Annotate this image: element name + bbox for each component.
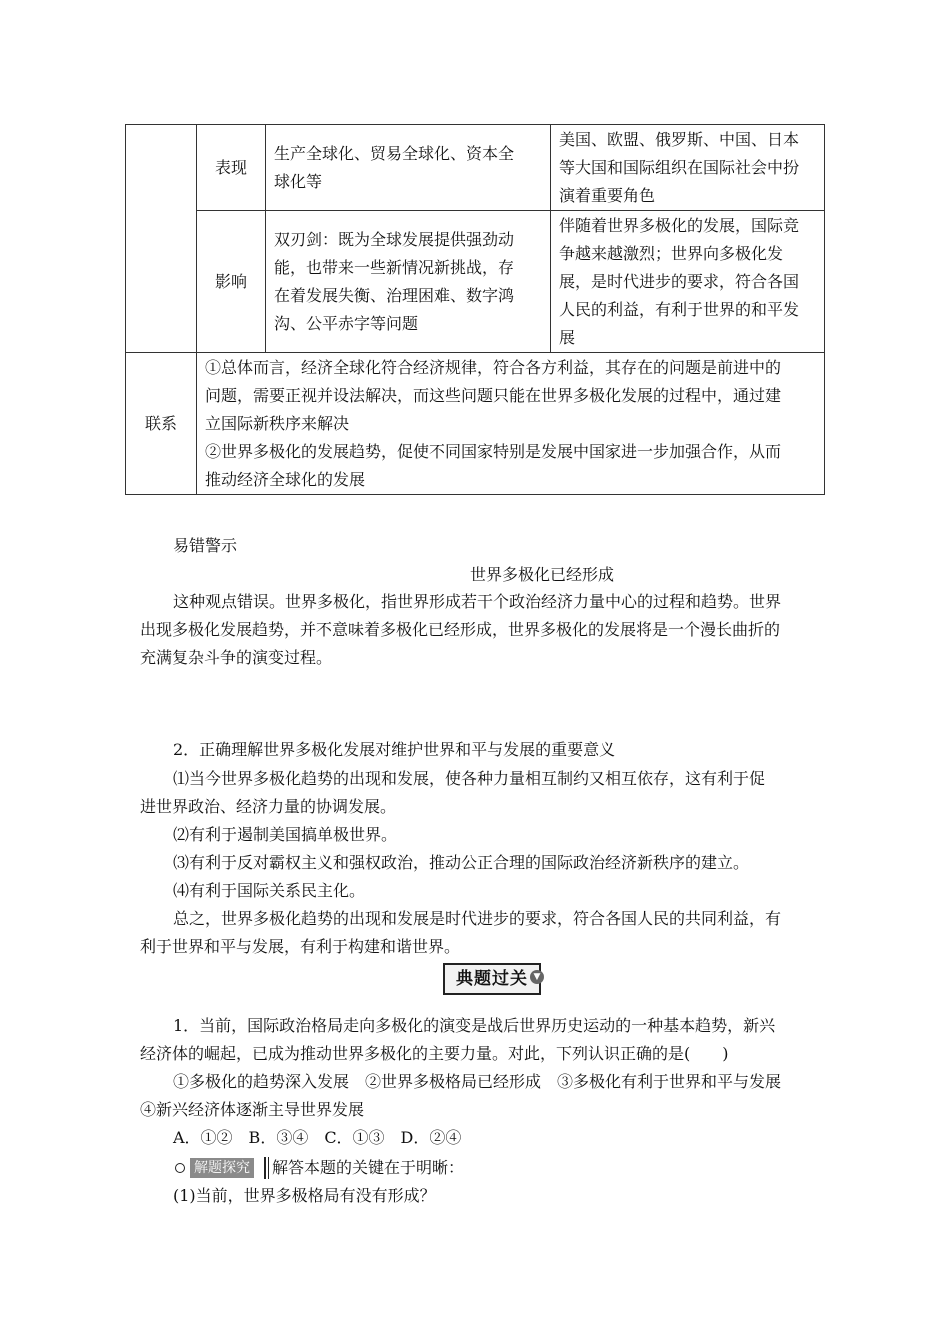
lianxi-content: ①总体而言，经济全球化符合经济规律，符合各方利益，其存在的问题是前进中的 问题，需要正视并设法解决，而这些问题只能在世界多极化发展的过程中，通过建 立国际新秩序来解决 ②世界多极化的发展趋势，促使不同国家特别是发展中国家进一步加强合作，从而 推动经济全球化的发展 (197, 353, 825, 495)
section2-line: ⑵有利于遏制美国搞单极世界。 (173, 825, 398, 844)
analysis-text: 解答本题的关键在于明晰： (272, 1158, 465, 1177)
question-line: ④新兴经济体逐渐主导世界发展 (140, 1100, 365, 1119)
section2-title: 2．正确理解世界多极化发展对维护世界和平与发展的重要意义 (173, 740, 616, 759)
section2-line: ⑷有利于国际关系民主化。 (173, 881, 366, 900)
table-blank-cell (126, 125, 197, 353)
section2-line: ⑶有利于反对霸权主义和强权政治，推动公正合理的国际政治经济新秩序的建立。 (173, 853, 750, 872)
section2-line: ⑴当今世界多极化趋势的出现和发展，使各种力量相互制约又相互依存，这有利于促 (173, 769, 766, 788)
tag-divider (264, 1157, 266, 1179)
warning-line: 这种观点错误。世界多极化，指世界形成若干个政治经济力量中心的过程和趋势。世界 (173, 592, 782, 611)
analysis-tag: 解题探究 (190, 1158, 254, 1178)
circle-bullet-icon (175, 1163, 185, 1173)
biaoxian-multipolar: 美国、欧盟、俄罗斯、中国、日本 等大国和国际组织在国际社会中扮 演着重要角色 (551, 125, 825, 211)
question-line: 1．当前，国际政治格局走向多极化的演变是战后世界历史运动的一种基本趋势，新兴 (173, 1016, 776, 1035)
question-options: A．①② B．③④ C．①③ D．②④ (173, 1128, 462, 1147)
warning-line: 出现多极化发展趋势，并不意味着多极化已经形成，世界多极化的发展将是一个漫长曲折的 (140, 620, 781, 639)
section-banner: 典题过关 (443, 963, 541, 995)
section2-line: 进世界政治、经济力量的协调发展。 (140, 797, 397, 816)
section2-line: 利于世界和平与发展，有利于构建和谐世界。 (140, 937, 461, 956)
yingxiang-multipolar: 伴随着世界多极化的发展，国际竞 争越来越激烈；世界向多极化发 展，是时代进步的要求，符合各国 人民的利益，有利于世界的和平发 展 (551, 211, 825, 353)
row-label-lianxi: 联系 (126, 353, 197, 495)
question-line: ①多极化的趋势深入发展 ②世界多极格局已经形成 ③多极化有利于世界和平与发展 (173, 1072, 782, 1091)
chevron-down-icon: ▼ (530, 970, 544, 984)
row-label-biaoxian: 表现 (197, 125, 266, 211)
warning-line: 充满复杂斗争的演变过程。 (140, 648, 333, 667)
tag-divider (268, 1157, 269, 1179)
question-line: 经济体的崛起，已成为推动世界多极化的主要力量。对此，下列认识正确的是( ) (140, 1044, 729, 1063)
yingxiang-globalization: 双刃剑：既为全球发展提供强劲动 能，也带来一些新情况新挑战，存 在着发展失衡、治理困难、数字鸿 沟、公平赤字等问题 (266, 211, 551, 353)
analysis-sub: (1)当前，世界多极格局有没有形成？ (173, 1186, 436, 1205)
section2-line: 总之，世界多极化趋势的出现和发展是时代进步的要求，符合各国人民的共同利益，有 (173, 909, 782, 928)
warning-subtitle: 世界多极化已经形成 (470, 565, 615, 584)
row-label-yingxiang: 影响 (197, 211, 266, 353)
biaoxian-globalization: 生产全球化、贸易全球化、资本全 球化等 (266, 125, 551, 211)
comparison-table (125, 124, 825, 495)
warning-heading: 易错警示 (173, 536, 238, 555)
